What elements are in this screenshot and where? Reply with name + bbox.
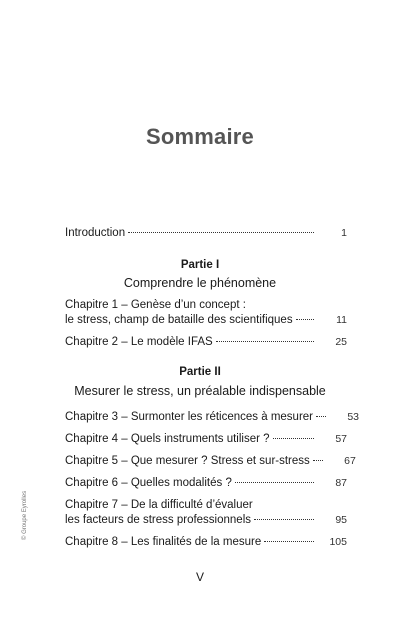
toc-page-number: 57 xyxy=(335,433,347,445)
toc-page-number: 95 xyxy=(335,514,347,526)
toc-entry-label: Chapitre 3 – Surmonter les réticences à mesurer xyxy=(65,411,313,423)
dot-leader xyxy=(254,519,314,520)
toc-entry-chapter-7[interactable] xyxy=(65,498,347,528)
toc-entry-chapter-6[interactable] xyxy=(65,476,347,491)
dot-leader xyxy=(128,232,314,233)
toc-entry-label: Introduction xyxy=(65,227,126,239)
part-number: Partie I xyxy=(180,259,220,271)
dot-leader xyxy=(316,416,326,417)
toc-entry-label-continued: les facteurs de stress professionnels xyxy=(65,514,252,526)
toc-page-number: 25 xyxy=(335,336,347,348)
part-title: Comprendre le phénomène xyxy=(123,276,277,290)
toc-entry-chapter-5[interactable] xyxy=(65,454,356,469)
dot-leader xyxy=(313,460,323,461)
toc-entry-chapter-3[interactable] xyxy=(65,410,359,425)
part-title: Mesurer le stress, un préalable indispensable xyxy=(74,384,326,398)
toc-entry-introduction[interactable] xyxy=(65,226,347,241)
toc-page-number: 11 xyxy=(336,314,347,326)
dot-leader xyxy=(264,541,314,542)
dot-leader xyxy=(296,319,314,320)
dot-leader xyxy=(216,341,314,342)
toc-entry-label: Chapitre 5 – Que mesurer ? Stress et sur-stress xyxy=(65,455,310,467)
toc-page-number: 67 xyxy=(344,455,356,467)
toc-page-number: 1 xyxy=(341,227,347,239)
toc-entry-chapter-1[interactable] xyxy=(65,298,347,328)
toc-page-number: 87 xyxy=(335,477,347,489)
toc-entry-chapter-8[interactable] xyxy=(65,535,347,550)
dot-leader xyxy=(235,482,314,483)
toc-entry-label: Chapitre 6 – Quelles modalités ? xyxy=(65,477,232,489)
toc-entry-label: Chapitre 4 – Quels instruments utiliser ? xyxy=(65,433,270,445)
toc-entry-chapter-4[interactable] xyxy=(65,432,347,447)
dot-leader xyxy=(273,438,314,439)
toc-entry-chapter-2[interactable] xyxy=(65,335,347,350)
copyright-notice: © Groupe Eyrolles xyxy=(22,490,28,540)
toc-entry-label: Chapitre 2 – Le modèle IFAS xyxy=(65,336,213,348)
part-number: Partie II xyxy=(179,366,221,378)
toc-page-number: 53 xyxy=(347,411,359,423)
toc-entry-label: Chapitre 8 – Les finalités de la mesure xyxy=(65,536,262,548)
page-title: Sommaire xyxy=(146,124,254,149)
page-folio: V xyxy=(195,570,204,584)
toc-entry-label: Chapitre 1 – Genèse d’un concept : xyxy=(65,299,246,311)
toc-page-number: 105 xyxy=(329,536,347,548)
toc-entry-label: Chapitre 7 – De la difficulté d’évaluer xyxy=(65,499,253,511)
toc-entry-label-continued: le stress, champ de bataille des scientifiques xyxy=(65,314,293,326)
